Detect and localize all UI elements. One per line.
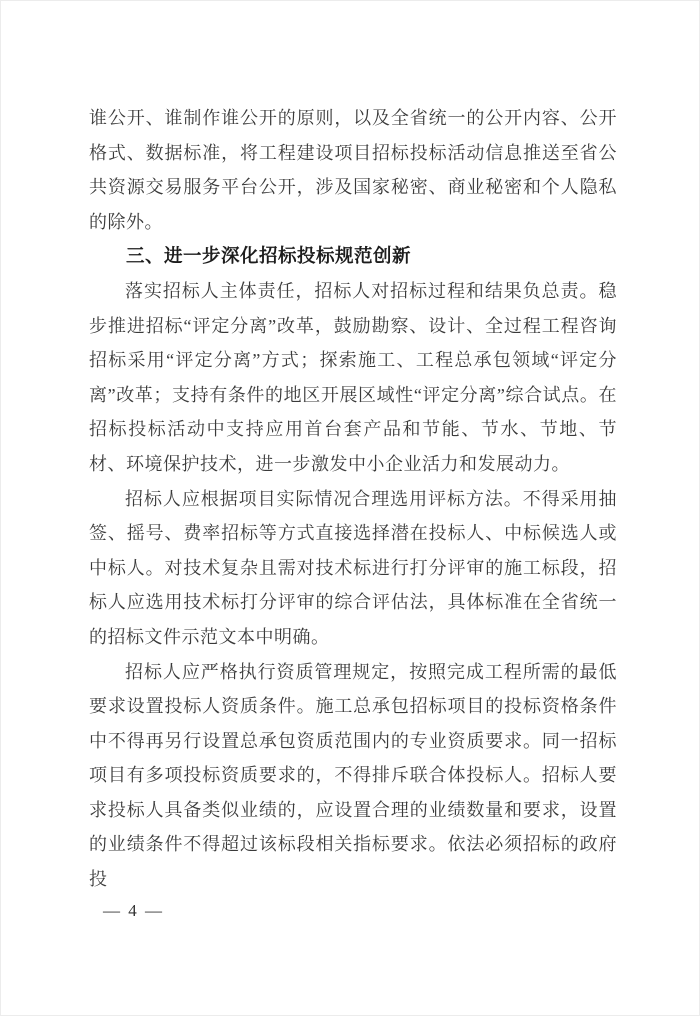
paragraph: 招标人应根据项目实际情况合理选用评标方法。不得采用抽签、摇号、费率招标等方式直接选择潜在投标人、中标候选人或中标人。对技术复杂且需对技术标进行打分评审的施工标段，招标人应选用技术标打分评审的综合评估法，具体标准在全省统一的招标文件示范文本中明确。 (89, 488, 617, 647)
paragraph: 招标人应严格执行资质管理规定，按照完成工程所需的最低要求设置投标人资质条件。施工总承包招标项目的投标资格条件中不得再另行设置总承包资质范围内的专业资质要求。同一招标项目有多项投标资质要求的，不得排斥联合体投标人。招标人要求投标人具备类似业绩的，应设置合理的业绩数量和要求，设置的业绩条件不得超过该标段相关指标要求。依法必须招标的政府投 (89, 661, 617, 890)
paragraph: 落实招标人主体责任，招标人对招标过程和结果负总责。稳步推进招标“评定分离”改革，鼓励勘察、设计、全过程工程咨询招标采用“评定分离”方式；探索施工、工程总承包领域“评定分离”改革；支持有条件的地区开展区域性“评定分离”综合试点。在招标投标活动中支持应用首台套产品和节能、节水、节地、节材、环境保护技术，进一步激发中小企业活力和发展动力。 (89, 280, 617, 474)
section-heading: 三、进一步深化招标投标规范创新 (126, 245, 412, 267)
page-number: — 4 — (103, 900, 164, 920)
document-body (89, 101, 617, 897)
paragraph: 谁公开、谁制作谁公开的原则，以及全省统一的公开内容、公开格式、数据标准，将工程建设项目招标投标活动信息推送至省公共资源交易服务平台公开，涉及国家秘密、商业秘密和个人隐私的除外。 (89, 108, 617, 232)
